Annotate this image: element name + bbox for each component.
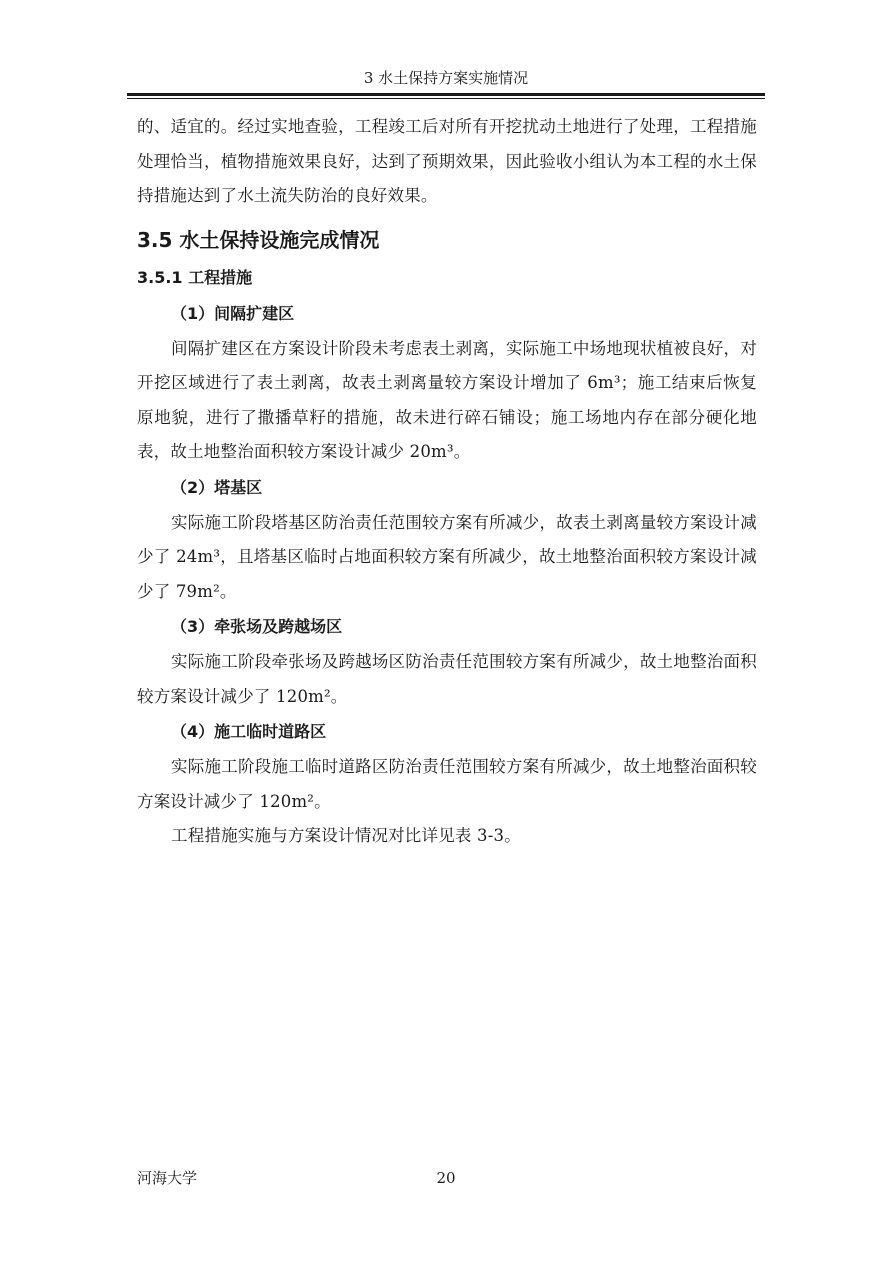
item-paragraph: 实际施工阶段施工临时道路区防治责任范围较方案有所减少，故土地整治面积较方案设计减少了 120m²。 xyxy=(137,757,757,811)
page-number: 20 xyxy=(436,1169,456,1187)
item-paragraph: 间隔扩建区在方案设计阶段未考虑表土剥离，实际施工中场地现状植被良好，对开挖区域进行了表土剥离，故表土剥离量较方案设计增加了 6m³；施工结束后恢复原地貌，进行了撒播草籽的措施，故未进行碎石铺设；施工场地内存在部分硬化地表，故土地整治面积较方案设计减少 20m³。 xyxy=(137,338,757,461)
running-header: 3 水土保持方案实施情况 xyxy=(363,69,529,87)
body-text xyxy=(137,110,757,854)
item-heading: （2）塔基区 xyxy=(171,477,263,497)
footer-institution: 河海大学 xyxy=(137,1169,198,1187)
subsection-title: 3.5.1 工程措施 xyxy=(137,267,253,287)
item-heading: （4）施工临时道路区 xyxy=(171,722,327,741)
item-heading: （1）间隔扩建区 xyxy=(171,303,295,323)
item-paragraph: 实际施工阶段塔基区防治责任范围较方案有所减少，故表土剥离量较方案设计减少了 24m³，且塔基区临时占地面积较方案有所减少，故土地整治面积较方案设计减少了 79m²。 xyxy=(137,512,757,601)
section-title: 3.5 水土保持设施完成情况 xyxy=(137,227,380,252)
header-rule-thick xyxy=(127,93,765,96)
intro-paragraph: 的、适宜的。经过实地查验，工程竣工后对所有开挖扰动土地进行了处理，工程措施处理恰当，植物措施效果良好，达到了预期效果，因此验收小组认为本工程的水土保持措施达到了水土流失防治的良好效果。 xyxy=(137,117,757,205)
item-heading: （3）牵张场及跨越场区 xyxy=(171,617,343,636)
item-paragraph: 实际施工阶段牵张场及跨越场区防治责任范围较方案有所减少，故土地整治面积较方案设计减少了 120m²。 xyxy=(137,652,757,706)
header-rule-thin xyxy=(127,98,765,99)
closing-paragraph: 工程措施实施与方案设计情况对比详见表 3-3。 xyxy=(171,826,521,845)
